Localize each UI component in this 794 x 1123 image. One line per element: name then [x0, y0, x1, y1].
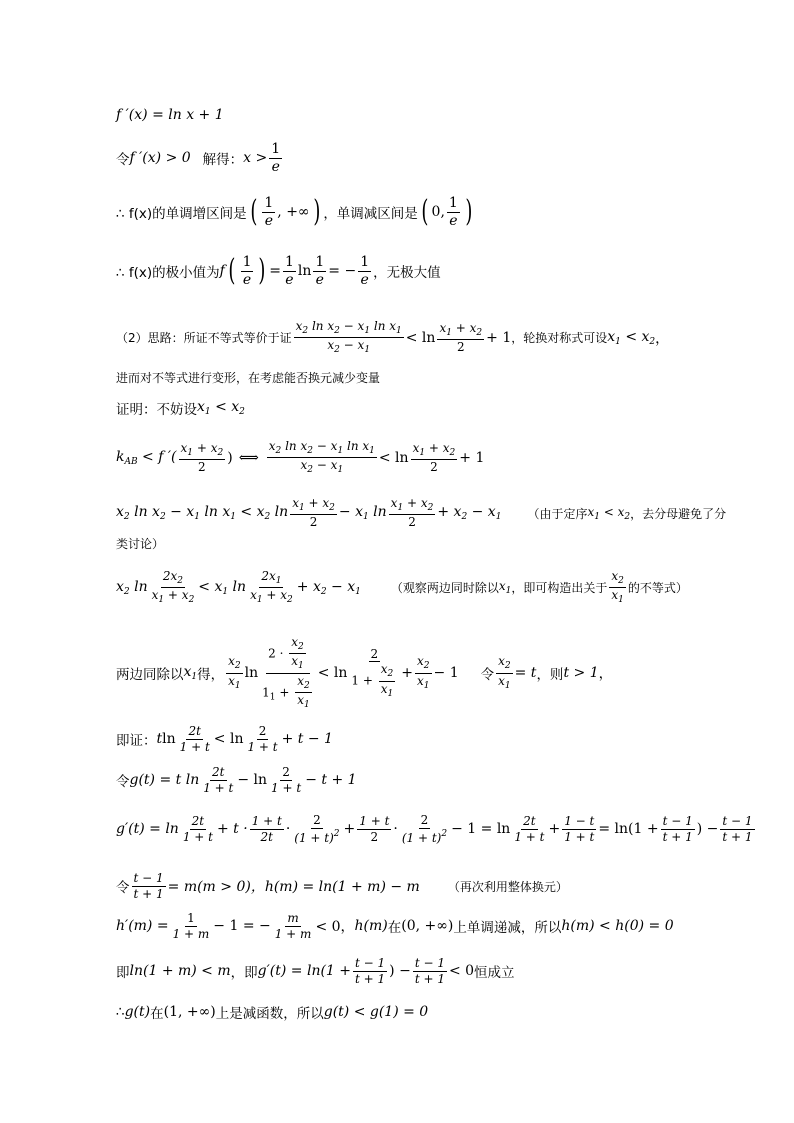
solve-line: 令 f ′(x) > 0 解得： x > $\frac{1}{e}$: [116, 141, 281, 175]
divide-line: 两边同除以 $x_1$ 得， $\frac{x_2}{x_1}$ ln 2 · $\frac{x_2}{x_1}$ $1_1$ + $\frac{x_2}{x_1}$ < ln 2 1 + $\frac{x_2}{x_1}$ + $\frac{x_2}{x_1}$ − 1 令 $\frac{x_2}{x_1}$ = t ，则 t > 1 ，: [116, 635, 613, 711]
proof-text: 证明：不妨设: [116, 402, 197, 418]
extremum-line: ∴ f(x)的极小值为 f ( $\frac{1}{e}$ ) = $\frac{1}{e}$ ln $\frac{1}{e}$ = − $\frac{1}{e}$ ，无极大值: [116, 253, 441, 289]
no-max-text: ，无极大值: [373, 265, 441, 282]
fraction: $\frac{1}{e}$: [271, 141, 281, 175]
derivative-formula: f ′(x) = ln x + 1: [116, 107, 224, 123]
symmetric-text: ，轮换对称式可设: [511, 331, 608, 346]
min-text: ∴ f(x)的极小值为: [116, 265, 220, 282]
monotonic-line: ∴ f(x)的单调增区间是 ( $\frac{1}{e}$ , +∞ ) ，单调减区间是 ( 0, $\frac{1}{e}$ ): [116, 194, 473, 230]
substitute-m-line: 令 $\frac{t - 1}{t + 1}$ = m(m > 0)，h(m) = ln(1 + m) − m （再次利用整体换元）: [116, 871, 568, 901]
derivative-line: [116, 107, 224, 123]
transform-text: 进而对不等式进行变形，在考虑能否换元减少变量: [116, 371, 381, 385]
increase-text: ∴ f(x)的单调增区间是: [116, 206, 247, 223]
equivalence-line: $k_{AB} < f$ ′( $\frac{x_1 + x_2}{2}$ ) ⟺ $\frac{x_2 \ln x_2 - x_1 \ln x_1}{x_2 - x_1}$ < ln $\frac{x_1 + x_2}{2}$ + 1: [116, 439, 485, 476]
prove-line: 即证： t ln $\frac{2t}{1 + t}$ < ln $\frac{2}{1 + t}$ + t − 1: [116, 724, 333, 754]
rearranged-line: $x_2$ ln $\frac{2x_2}{x_1 + x_2}$ < $x_1$ ln $\frac{2x_1}{x_1 + x_2}$ + $x_2 - x_1$ （观察两边同时除以 $x_1$ ，即可构造出关于 $\frac{x_2}{x_1}$ 的不等式）: [116, 569, 688, 606]
solve-text: 解得：: [202, 152, 244, 169]
expanded-line: $x_2$ $\ln x_2 - x_1$ $\ln x_1 < x_2$ ln $\frac{x_1 + x_2}{2}$ − $x_1$ ln $\frac{x_1 + x_2}{2}$ + $x_2 - x_1$ （由于定序 $x_1 < x_2$ ，去分母避免了分: [116, 496, 727, 530]
define-g-line: 令 g(t) = t ln $\frac{2t}{1 + t}$ − ln $\frac{2}{1 + t}$ − t + 1: [116, 765, 357, 795]
idea-text: （2）思路：所证不等式等价于证: [116, 331, 292, 346]
g-derivative-line: g′(t) = ln $\frac{2t}{1 + t}$ + t · $\frac{1 + t}{2t}$ · $\frac{2}{(1 + t)^2}$ + $\frac{1 + t}{2}$ · $\frac{2}{(1 + t)^2}$ − 1 = ln $\frac{2t}{1 + t}$ + $\frac{1 - t}{1 + t}$ = ln(1 + $\frac{t - 1}{t + 1}$ ) − $\frac{t - 1}{t + 1}$: [116, 813, 753, 845]
final-line: ∴ g(t) 在 (1, +∞) 上是减函数，所以 g(t) < g(1) = 0: [116, 1004, 429, 1022]
let-text: 令: [116, 152, 130, 169]
proof-line: 证明：不妨设 $x_1 < x_2$: [116, 399, 245, 418]
classification-line: 类讨论）: [116, 537, 165, 551]
decrease-text: ，单调减区间是: [323, 206, 418, 223]
idea-line: （2）思路：所证不等式等价于证 $\frac{x_2 \ln x_2 - x_1 \ln x_1}{x_2 - x_1}$ < ln $\frac{x_1 + x_2}{2}$ + 1 ，轮换对称式可设 $x_1 < x_2$ ，: [116, 319, 670, 356]
transform-line: [116, 369, 380, 386]
h-derivative-line: h′(m) = $\frac{1}{1 + m}$ − 1 = − $\frac{m}{1 + m}$ < 0， h(m) 在 (0, +∞) 上单调递减，所以 h(m) < h(0) = 0: [116, 911, 674, 941]
conclusion-line: 即 ln(1 + m) < m ，即 g′(t) = ln(1 + $\frac{t - 1}{t + 1}$ ) − $\frac{t - 1}{t + 1}$ < 0 恒成立: [116, 956, 515, 986]
condition: f ′(x) > 0: [129, 150, 191, 167]
